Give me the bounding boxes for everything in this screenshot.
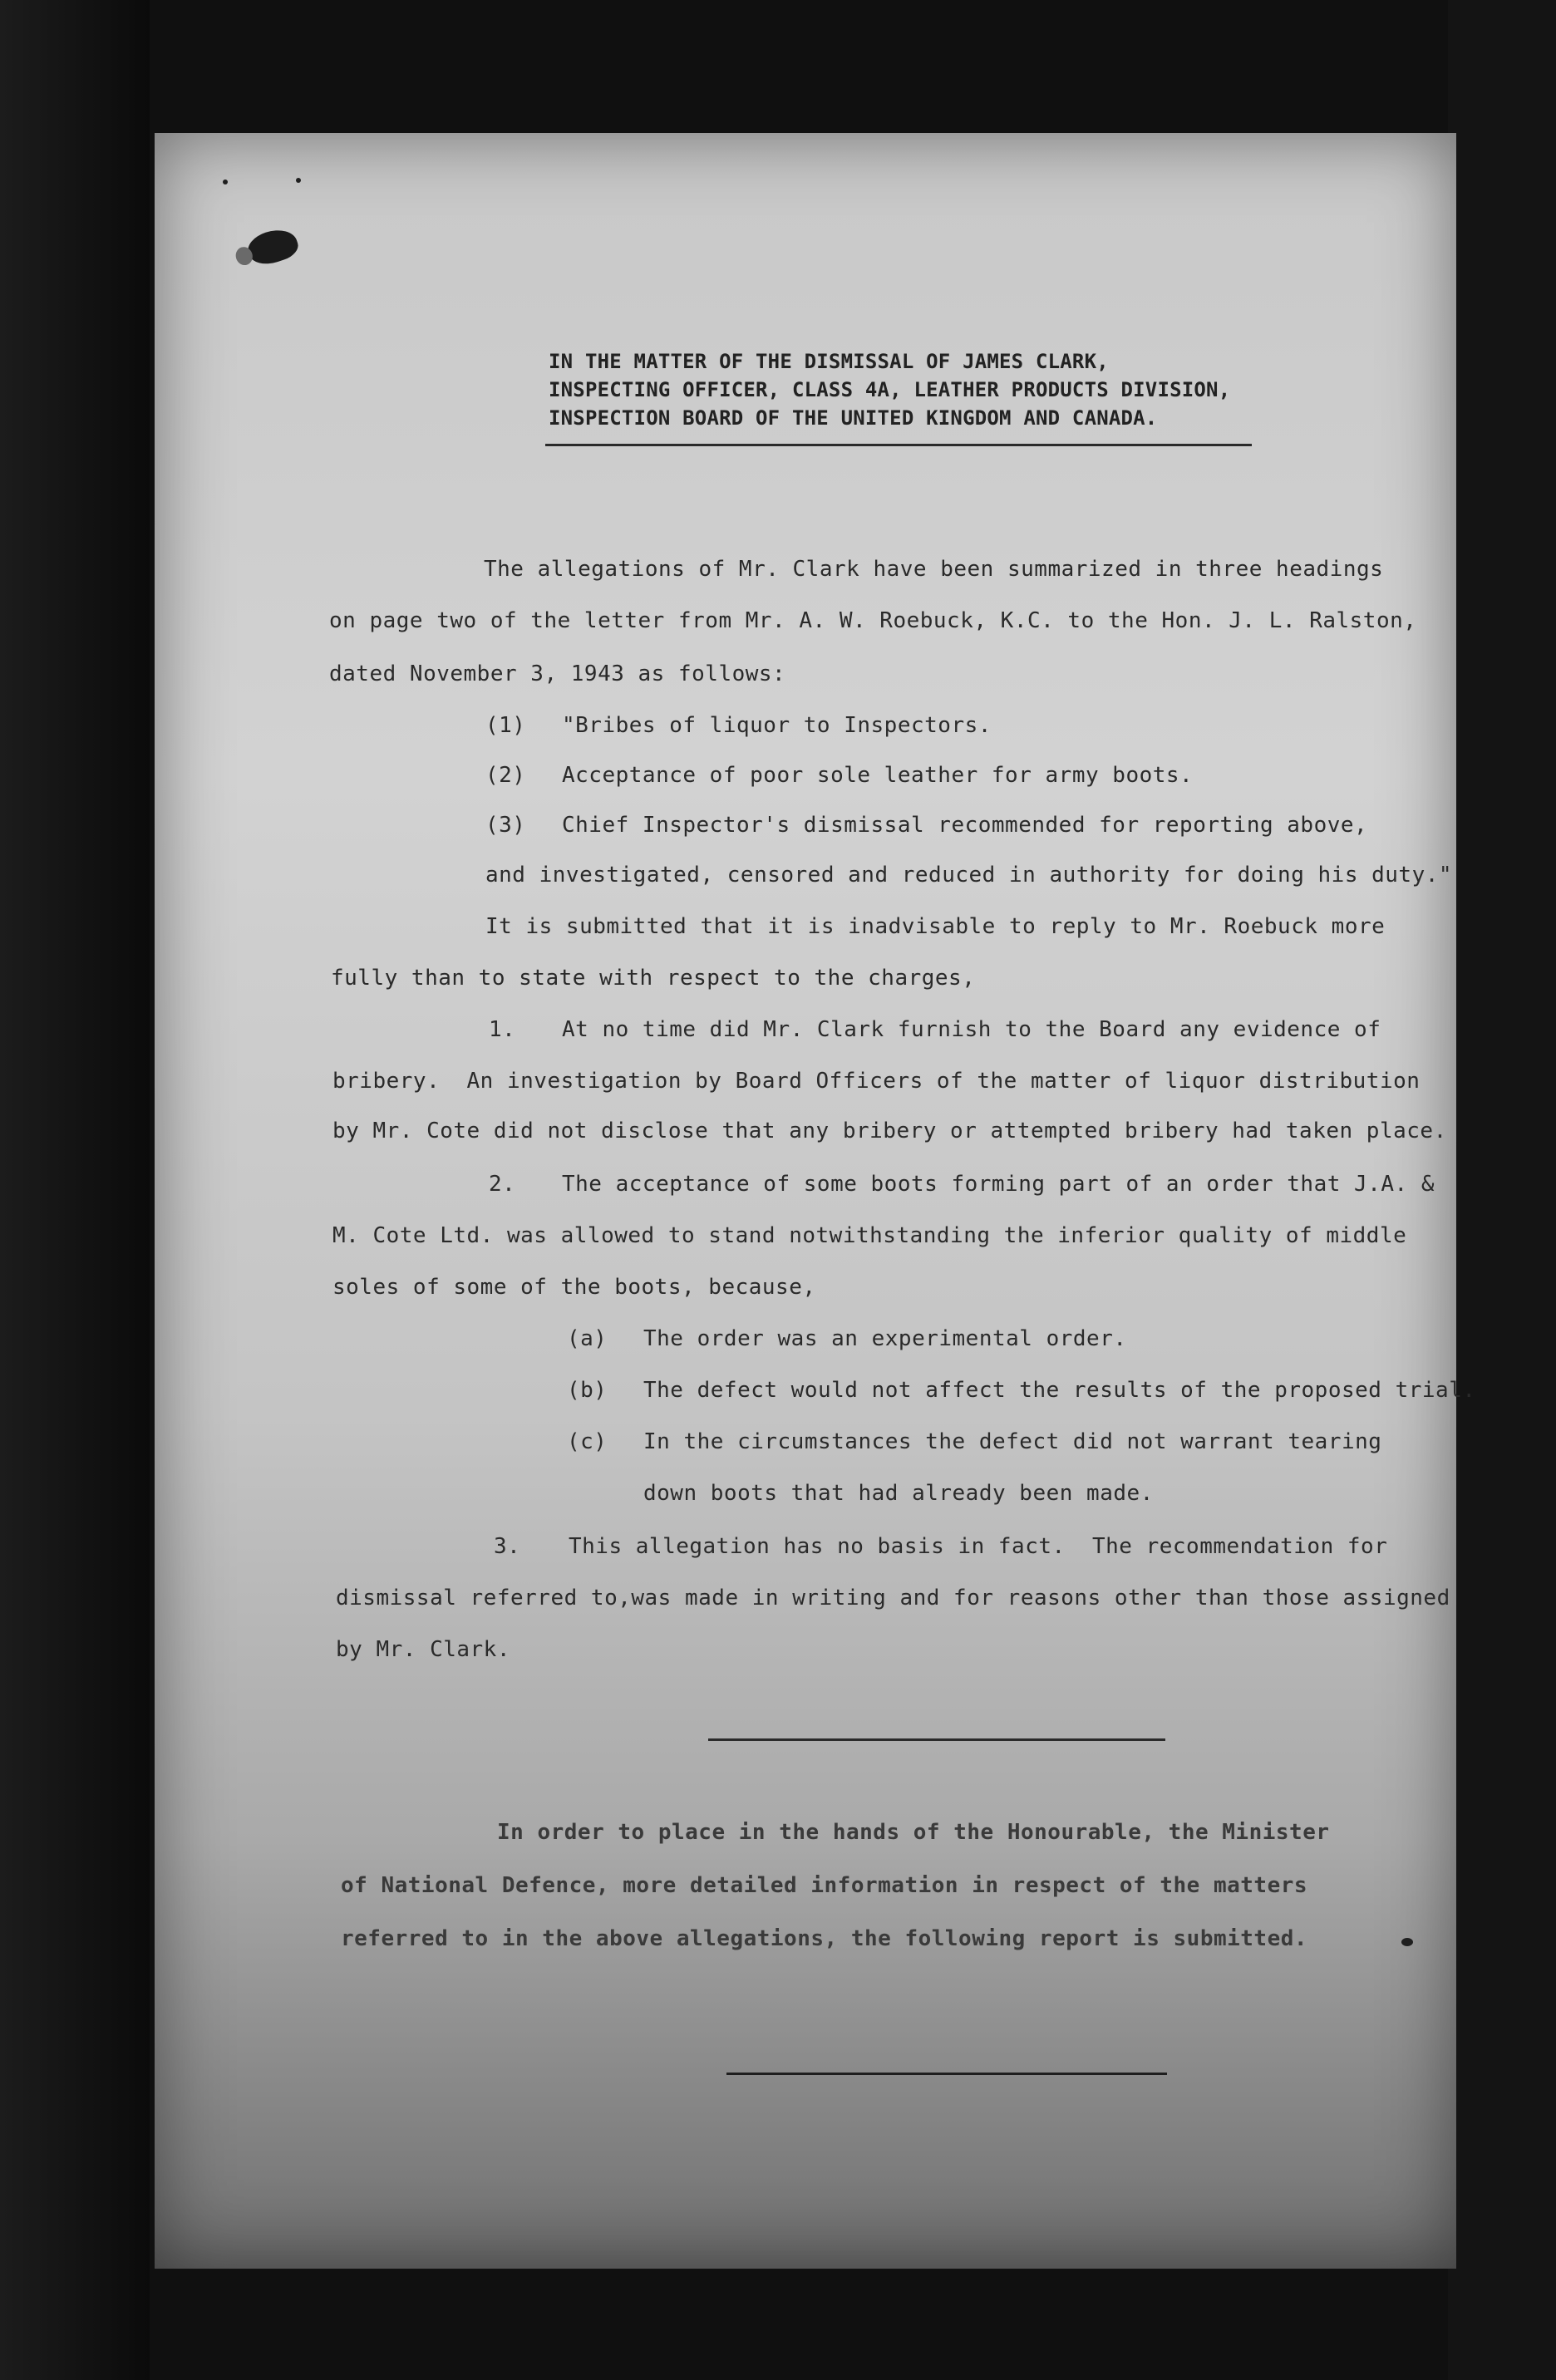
closing-line-1: In order to place in the hands of the Honourable, the Minister bbox=[497, 1820, 1330, 1845]
response-2-line-2: M. Cote Ltd. was allowed to stand notwithstanding the inferior quality of middle bbox=[332, 1223, 1407, 1248]
heading-line-3: INSPECTION BOARD OF THE UNITED KINGDOM AND CANADA. bbox=[549, 406, 1158, 430]
allegation-text: Acceptance of poor sole leather for army boots. bbox=[562, 763, 1194, 788]
response-number: 2. bbox=[489, 1172, 516, 1197]
allegation-text: "Bribes of liquor to Inspectors. bbox=[562, 713, 992, 738]
scan-border-left bbox=[0, 0, 150, 2380]
scan-border-right bbox=[1448, 0, 1556, 2380]
intro-line-2: on page two of the letter from Mr. A. W. Roebuck, K.C. to the Hon. J. L. Ralston, bbox=[329, 608, 1417, 633]
closing-line-2: of National Defence, more detailed information in respect of the matters bbox=[341, 1873, 1308, 1898]
response-1-line-2: bribery. An investigation by Board Officers of the matter of liquor distribution bbox=[332, 1069, 1421, 1094]
intro-line-1: The allegations of Mr. Clark have been summarized in three headings bbox=[484, 557, 1384, 582]
reason-letter: (a) bbox=[567, 1326, 608, 1351]
closing-line-3: referred to in the above allegations, the following report is submitted. bbox=[341, 1926, 1308, 1951]
response-3-line-2: dismissal referred to,was made in writing and for reasons other than those assigned bbox=[336, 1586, 1450, 1610]
response-1-line-3: by Mr. Cote did not disclose that any bribery or attempted bribery had taken place. bbox=[332, 1119, 1447, 1143]
heading-line-1: IN THE MATTER OF THE DISMISSAL OF JAMES CLARK, bbox=[549, 350, 1109, 373]
response-1-line-1: At no time did Mr. Clark furnish to the Board any evidence of bbox=[562, 1017, 1381, 1042]
response-2-line-1: The acceptance of some boots forming part of an order that J.A. & bbox=[562, 1172, 1435, 1197]
reason-letter: (b) bbox=[567, 1378, 608, 1403]
response-3-line-3: by Mr. Clark. bbox=[336, 1637, 510, 1662]
intro-line-3: dated November 3, 1943 as follows: bbox=[329, 661, 786, 686]
allegation-continuation: and investigated, censored and reduced in authority for doing his duty." bbox=[485, 863, 1453, 888]
submission-line-2: fully than to state with respect to the charges, bbox=[331, 966, 976, 991]
allegation-number: (1) bbox=[485, 713, 526, 738]
response-3-line-1: This allegation has no basis in fact. The recommendation for bbox=[569, 1534, 1388, 1559]
reason-text: The order was an experimental order. bbox=[643, 1326, 1127, 1351]
heading-line-2: INSPECTING OFFICER, CLASS 4A, LEATHER PRODUCTS DIVISION, bbox=[549, 378, 1231, 401]
closing-divider bbox=[726, 2073, 1167, 2075]
reason-letter: (c) bbox=[567, 1429, 608, 1454]
allegation-number: (3) bbox=[485, 813, 526, 838]
response-number: 3. bbox=[494, 1534, 521, 1559]
response-number: 1. bbox=[489, 1017, 516, 1042]
reason-text: In the circumstances the defect did not warrant tearing bbox=[643, 1429, 1382, 1454]
document-page bbox=[155, 133, 1476, 2269]
submission-line-1: It is submitted that it is inadvisable to reply to Mr. Roebuck more bbox=[485, 914, 1386, 939]
reason-continuation: down boots that had already been made. bbox=[643, 1481, 1154, 1506]
ink-speck bbox=[1401, 1938, 1413, 1946]
allegation-text: Chief Inspector's dismissal recommended for reporting above, bbox=[562, 813, 1368, 838]
punch-hole-mark bbox=[244, 224, 302, 270]
section-divider bbox=[708, 1738, 1165, 1741]
response-2-line-3: soles of some of the boots, because, bbox=[332, 1275, 816, 1300]
allegation-number: (2) bbox=[485, 763, 526, 788]
reason-text: The defect would not affect the results of the proposed trial. bbox=[643, 1378, 1476, 1403]
heading-underline bbox=[545, 444, 1252, 446]
ink-speck bbox=[296, 178, 301, 183]
ink-speck bbox=[223, 179, 228, 184]
